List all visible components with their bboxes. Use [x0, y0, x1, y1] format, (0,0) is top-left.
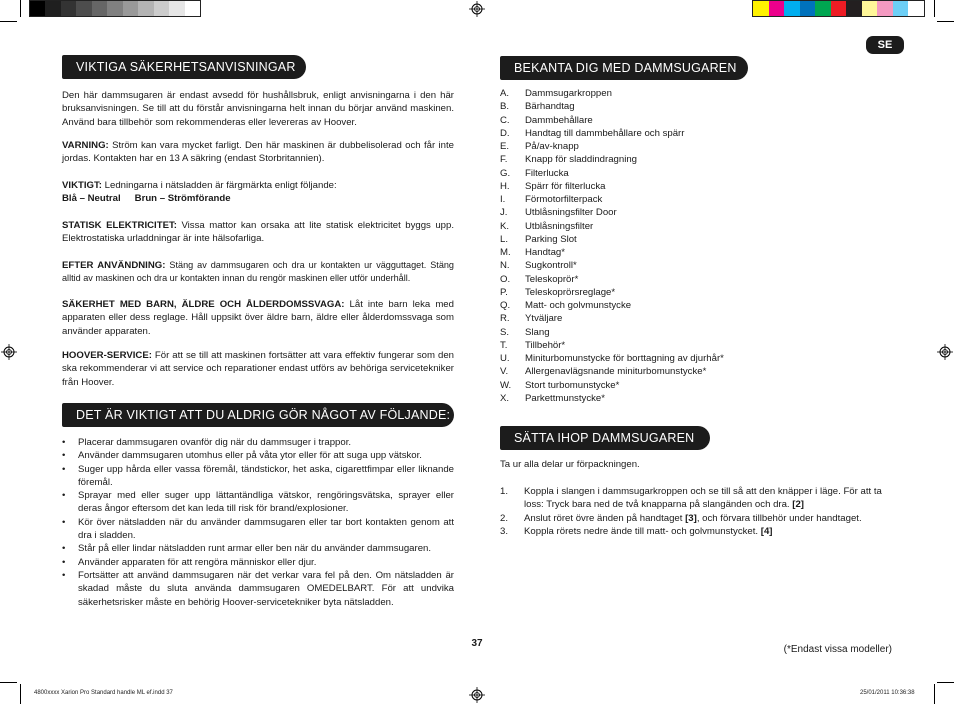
color-swatch: [30, 1, 45, 16]
never-do-item: • Använder apparaten för att rengöra människor eller djur.: [62, 556, 454, 569]
part-key: P.: [500, 286, 508, 298]
part-key: C.: [500, 114, 510, 126]
figure-reference: [4]: [760, 525, 773, 537]
color-swatch: [815, 1, 831, 16]
color-swatch: [862, 1, 878, 16]
part-label: Teleskoprörsreglage*: [525, 286, 616, 298]
part-key: B.: [500, 101, 510, 113]
assembly-step: [500, 512, 894, 525]
registration-mark-icon: [937, 344, 953, 360]
part-item: [500, 193, 724, 206]
part-item: [500, 87, 724, 100]
color-swatch: [908, 1, 924, 16]
step-text: Koppla rörets nedre ände till matt- och golvmunstycket. [4]: [524, 525, 773, 537]
color-swatch: [123, 1, 138, 16]
color-swatch: [800, 1, 816, 16]
crop-mark: [20, 0, 21, 17]
part-key: N.: [500, 260, 510, 272]
part-item: [500, 312, 724, 325]
part-label: Parkettmunstycke*: [525, 392, 605, 404]
part-label: Stort turbomunstycke*: [525, 379, 620, 391]
warning-label: VARNING:: [62, 140, 109, 151]
never-do-item: • Placerar dammsugaren ovanför dig när du dammsuger i trappor.: [62, 436, 454, 449]
assembly-step: [500, 525, 894, 538]
children-text: Låt inte barn leka med apparaten eller dess reglage. Håll uppsikt över äldre barn, äldre eller ålderdomssvaga som använder apparaten.: [62, 299, 454, 337]
part-item: [500, 365, 724, 378]
part-key: S.: [500, 326, 510, 338]
color-swatch: [753, 1, 769, 16]
part-key: K.: [500, 220, 510, 232]
part-item: [500, 339, 724, 352]
crop-mark: [934, 0, 935, 17]
part-label: Matt- och golvmunstycke: [525, 300, 632, 311]
part-item: [500, 326, 724, 339]
part-key: D.: [500, 127, 510, 139]
static-paragraph: [62, 219, 454, 246]
color-swatch: [169, 1, 184, 16]
part-label: Allergenavlägsnande miniturbomunstycke*: [525, 366, 707, 378]
part-item: [500, 379, 724, 392]
part-item: [500, 286, 724, 299]
step-text: Anslut röret övre änden på handtaget [3], och förvara tillbehör under handtaget.: [524, 512, 862, 524]
color-swatch: [92, 1, 107, 16]
part-label: Sugkontroll*: [525, 260, 577, 272]
part-item: [500, 114, 724, 127]
never-do-heading: DET ÄR VIKTIGT ATT DU ALDRIG GÖR NÅGOT AV FÖLJANDE:: [62, 403, 454, 427]
part-item: [500, 273, 724, 286]
intro-paragraph: [62, 89, 454, 129]
part-label: På/av-knapp: [525, 141, 579, 152]
color-swatch: [61, 1, 76, 16]
part-label: Spärr för filterlucka: [525, 180, 606, 192]
part-item: [500, 100, 724, 113]
assembly-step: [500, 485, 894, 512]
part-label: Dammsugarkroppen: [525, 88, 612, 99]
color-swatch: [893, 1, 909, 16]
part-key: X.: [500, 392, 510, 404]
crop-mark: [934, 684, 935, 704]
never-do-item: • Kör över nätsladden när du använder dammsugaren eller tar bort kontakten genom att dra i sladden.: [62, 516, 454, 543]
color-swatch: [107, 1, 122, 16]
part-label: Filterlucka: [525, 167, 569, 179]
cmyk-color-bar: [752, 0, 925, 17]
crop-mark: [937, 21, 954, 22]
part-key: W.: [500, 379, 512, 391]
crop-mark: [937, 682, 954, 683]
part-key: H.: [500, 180, 510, 192]
part-label: Utblåsningsfilter Door: [525, 207, 617, 219]
never-do-list: [62, 436, 454, 609]
crop-mark: [0, 682, 17, 683]
never-do-item: • Sprayar med eller suger upp lättantändliga vätskor, rengöringsvätska, sprayer eller deras ångor eftersom det kan leda till risk för brand/explosioner.: [62, 489, 454, 516]
service-text: För att se till att maskinen fortsätter att vara effektiv fungerar som den ska rekommenderar vi att service och reparationer endast utförs av behöriga servicetekniker från Hoover.: [62, 350, 454, 388]
grayscale-color-bar: [29, 0, 201, 17]
step-text: Koppla i slangen i dammsugarkroppen och se till så att den knäpper i läge. För att ta loss: Tryck bara ned de två knapparna på slangänden och dra. [2]: [524, 486, 882, 511]
important-paragraph: [62, 179, 454, 206]
part-key: M.: [500, 247, 511, 258]
crop-mark: [20, 684, 21, 704]
part-key: A.: [500, 88, 510, 99]
assembly-intro: Ta ur alla delar ur förpackningen.: [500, 459, 640, 470]
step-number: 1.: [500, 486, 509, 497]
part-key: Q.: [500, 300, 511, 311]
part-key: R.: [500, 313, 510, 325]
part-item: [500, 392, 724, 405]
service-paragraph: [62, 349, 454, 389]
color-swatch: [45, 1, 60, 16]
color-swatch: [846, 1, 862, 16]
part-item: [500, 246, 724, 259]
figure-reference: [2]: [792, 499, 804, 511]
part-item: [500, 299, 724, 312]
after-use-paragraph: [62, 259, 454, 286]
part-item: [500, 233, 724, 246]
part-key: I.: [500, 194, 506, 205]
part-label: Bärhandtag: [525, 101, 575, 113]
after-use-label: EFTER ANVÄNDNING:: [62, 260, 166, 271]
color-swatch: [154, 1, 169, 16]
static-label: STATISK ELEKTRICITET:: [62, 220, 177, 231]
color-swatch: [769, 1, 785, 16]
safety-heading: VIKTIGA SÄKERHETSANVISNINGAR: [62, 55, 306, 79]
blue-wire-label: Blå – Neutral: [62, 193, 121, 205]
language-badge: SE: [866, 36, 904, 54]
part-item: [500, 220, 724, 233]
part-label: Miniturbomunstycke för borttagning av djurhår*: [525, 353, 724, 364]
part-label: Handtag till dammbehållare och spärr: [525, 127, 685, 139]
part-key: G.: [500, 167, 511, 179]
part-item: [500, 259, 724, 272]
color-swatch: [877, 1, 893, 16]
part-label: Teleskoprör*: [525, 273, 579, 285]
service-label: HOOVER-SERVICE:: [62, 350, 152, 361]
part-label: Förmotorfilterpack: [525, 194, 603, 205]
children-paragraph: [62, 298, 454, 338]
brown-wire-label: Brun – Strömförande: [134, 193, 231, 205]
part-item: [500, 206, 724, 219]
parts-list: [500, 87, 724, 405]
assembly-heading: SÄTTA IHOP DAMMSUGAREN: [500, 426, 710, 450]
part-label: Knapp för sladdindragning: [525, 154, 638, 166]
crop-mark: [0, 21, 17, 22]
part-key: J.: [500, 207, 508, 219]
warning-paragraph: [62, 139, 454, 166]
color-swatch: [76, 1, 91, 16]
part-item: [500, 167, 724, 180]
part-key: F.: [500, 154, 508, 166]
step-number: 3.: [500, 525, 509, 537]
part-label: Slang: [525, 326, 550, 338]
registration-mark-icon: [1, 344, 17, 360]
children-label: SÄKERHET MED BARN, ÄLDRE OCH ÅLDERDOMSSVAGA:: [62, 299, 345, 310]
part-item: [500, 140, 724, 153]
important-text: Ledningarna i nätsladden är färgmärkta enligt följande:: [101, 180, 337, 191]
part-label: Dammbehållare: [525, 114, 593, 126]
important-label: VIKTIGT:: [62, 180, 102, 191]
part-item: [500, 352, 724, 365]
color-swatch: [185, 1, 200, 16]
registration-mark-icon: [469, 1, 485, 17]
figure-reference: [3]: [685, 512, 697, 524]
color-swatch: [138, 1, 153, 16]
part-key: E.: [500, 141, 510, 152]
part-key: L.: [500, 233, 509, 245]
never-do-item: • Använder dammsugaren utomhus eller på våta ytor eller för att suga upp vätskor.: [62, 449, 454, 462]
models-note: (*Endast vissa modeller): [783, 644, 892, 655]
part-label: Tillbehör*: [525, 339, 566, 351]
step-number: 2.: [500, 512, 509, 524]
never-do-item: • Står på eller lindar nätsladden runt armar eller ben när du använder dammsugaren.: [62, 542, 454, 555]
warning-text: Ström kan vara mycket farligt. Den här maskinen är dubbelisolerad och får inte jordas. Kontakten har en 13 A säkring (endast Storbritannien).: [62, 140, 454, 165]
registration-mark-icon: [469, 687, 485, 703]
never-do-item: • Fortsätter att använd dammsugaren när det verkar vara fel på den. Om nätsladden är skadad måste du sluta använda dammsugaren OMEDELBART. För att undvika säkerhetsrisker måste en behörig Hoover-servicetekniker byta nätsladden.: [62, 569, 454, 609]
part-label: Ytväljare: [525, 313, 563, 325]
footer-filename: 4800xxxx Xarion Pro Standard handle ML ef.indd 37: [34, 690, 173, 696]
part-key: V.: [500, 366, 509, 378]
part-key: O.: [500, 273, 511, 285]
part-label: Handtag*: [525, 247, 566, 258]
color-swatch: [831, 1, 847, 16]
assembly-steps: [500, 485, 894, 538]
after-use-text: Stäng av dammsugaren och dra ur kontakten ur vägguttaget. Stäng alltid av maskinen och dra ur kontakten innan du rengör maskinen eller utför underhåll.: [62, 260, 454, 284]
part-item: [500, 153, 724, 166]
page-number: 37: [471, 638, 483, 649]
intro-text: Den här dammsugaren är endast avsedd för hushållsbruk, enligt anvisningarna i den här bruksanvisningen. Se till att du förstår anvisningarna helt innan du börjar använd maskinen. Använd bara tillbehör som rekommenderas eller levereras av Hoover.: [62, 90, 454, 128]
part-item: [500, 180, 724, 193]
footer-timestamp: 25/01/2011 10:36:38: [860, 690, 915, 696]
part-label: Parking Slot: [525, 233, 577, 245]
static-text: Vissa mattor kan orsaka att lite statisk elektricitet byggs upp. Elektrostatiska urladdningar är inte hälsofarliga.: [62, 220, 454, 245]
part-key: U.: [500, 353, 510, 364]
part-label: Utblåsningsfilter: [525, 220, 594, 232]
color-swatch: [784, 1, 800, 16]
never-do-item: • Suger upp hårda eller vassa föremål, tändstickor, het aska, cigarettfimpar eller liknande föremål.: [62, 463, 454, 490]
get-to-know-heading: BEKANTA DIG MED DAMMSUGAREN: [500, 56, 748, 80]
part-key: T.: [500, 339, 508, 351]
part-item: [500, 127, 724, 140]
